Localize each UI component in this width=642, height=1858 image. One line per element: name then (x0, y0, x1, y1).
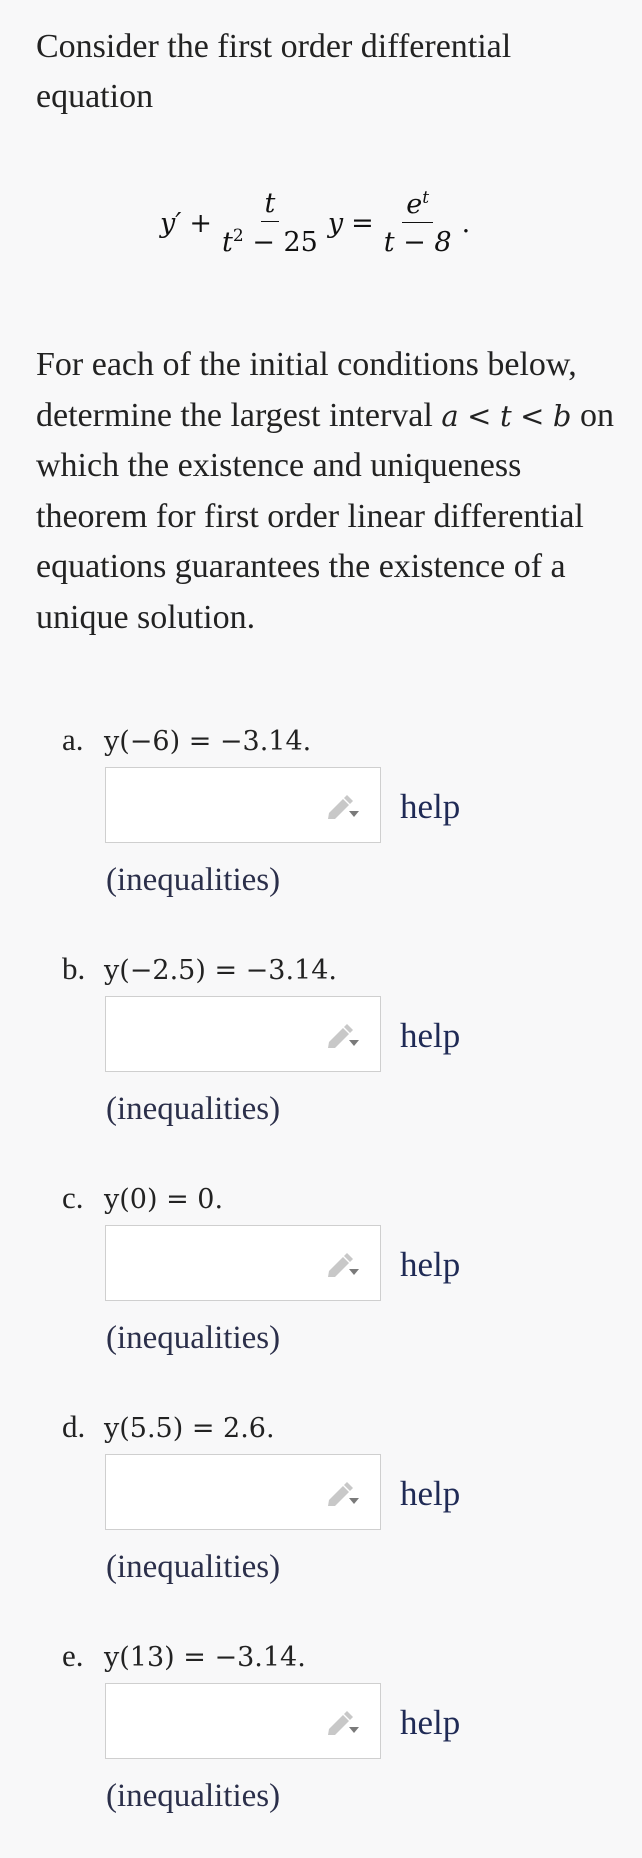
item-label (62, 951, 337, 987)
eq-plus: + (189, 207, 213, 239)
eq-period: . (461, 207, 471, 239)
interval-a: a (441, 398, 459, 433)
question-item-a (0, 722, 642, 942)
initial-condition: y(0) = 0. (104, 1184, 224, 1215)
interval-b: b (552, 398, 572, 433)
question-item-b (0, 951, 642, 1171)
inequalities-hint-e[interactable]: (inequalities) (106, 1778, 281, 1814)
help-link-d[interactable]: help (400, 1474, 461, 1513)
question-item-c (0, 1180, 642, 1400)
interval-t: t (499, 398, 512, 433)
eq-frac2-denominator: t − 8 (383, 227, 452, 258)
interval-lt-2: < (520, 398, 545, 433)
initial-condition: y(5.5) = 2.6. (104, 1413, 275, 1444)
inequalities-hint-b[interactable]: (inequalities) (106, 1091, 281, 1127)
question-item-e (0, 1638, 642, 1858)
item-letter: b. (62, 951, 86, 986)
item-letter: e. (62, 1638, 84, 1673)
inequalities-hint-d[interactable]: (inequalities) (106, 1549, 281, 1585)
item-label (62, 1638, 306, 1674)
inequalities-hint-c[interactable]: (inequalities) (106, 1320, 281, 1356)
eq-y: y (327, 207, 344, 239)
problem-text-before: For each of the initial conditions below, determine the largest interval (36, 346, 577, 434)
eq-frac1-denominator (218, 222, 322, 258)
item-letter: a. (62, 722, 84, 757)
problem-text-after: on which the existence and uniqueness theorem for first order linear differential equations guarantees the existence of a unique solution. (36, 396, 614, 636)
eq-equals: = (351, 207, 374, 239)
problem-statement (36, 340, 616, 643)
item-label (62, 722, 311, 758)
eq-fraction-left (218, 188, 322, 258)
interval-lt-1: < (467, 398, 492, 433)
pencil-icon[interactable] (325, 791, 359, 819)
initial-condition: y(13) = −3.14. (104, 1642, 306, 1673)
pencil-icon[interactable] (325, 1707, 359, 1735)
pencil-icon[interactable] (325, 1478, 359, 1506)
differential-equation (160, 178, 470, 268)
question-item-d (0, 1409, 642, 1629)
eq-fraction-right (380, 188, 456, 258)
item-label (62, 1409, 275, 1445)
inequalities-hint-a[interactable]: (inequalities) (106, 862, 281, 898)
pencil-icon[interactable] (325, 1249, 359, 1277)
help-link-c[interactable]: help (400, 1245, 461, 1284)
eq-frac1-den-rest: − 25 (252, 227, 318, 258)
eq-frac2-numerator (402, 188, 433, 223)
item-label (62, 1180, 223, 1216)
intro-text: Consider the first order differential equation (36, 28, 512, 115)
help-link-e[interactable]: help (400, 1703, 461, 1742)
help-link-b[interactable]: help (400, 1016, 461, 1055)
item-letter: d. (62, 1409, 86, 1444)
eq-frac1-den-t: t (222, 227, 233, 258)
pencil-icon[interactable] (325, 1020, 359, 1048)
help-link-a[interactable]: help (400, 787, 461, 826)
eq-frac2-num-exp: t (422, 188, 430, 208)
eq-yprime: y′ (160, 207, 182, 239)
initial-condition: y(−6) = −3.14. (104, 726, 312, 757)
eq-frac1-numerator: t (261, 188, 280, 222)
eq-frac1-den-exp: 2 (232, 226, 244, 246)
initial-condition: y(−2.5) = −3.14. (104, 955, 337, 986)
eq-frac2-num-e: e (406, 189, 423, 220)
item-letter: c. (62, 1180, 84, 1215)
